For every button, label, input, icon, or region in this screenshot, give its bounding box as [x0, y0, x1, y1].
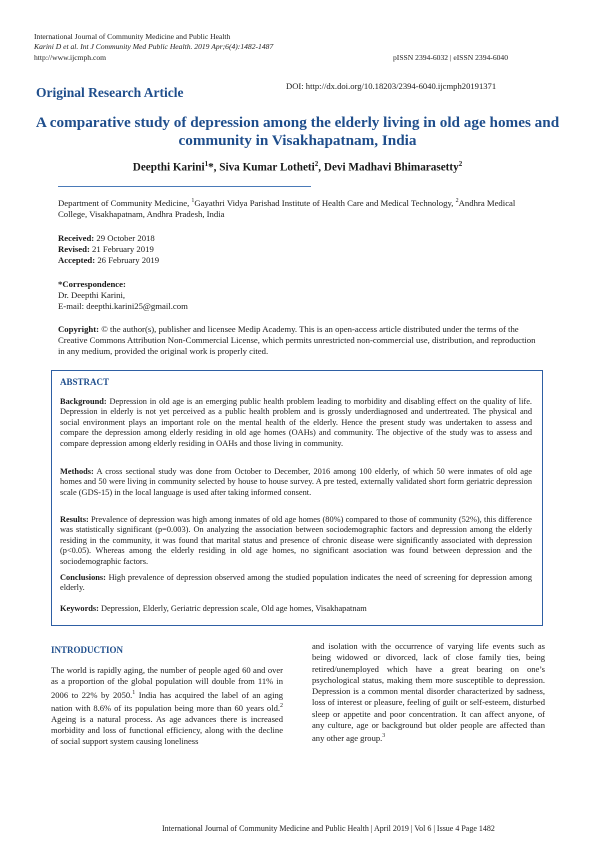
received-date: Received: 29 October 2018 — [58, 233, 155, 243]
affiliation-dept: Department of Community Medicine, — [58, 197, 192, 208]
corresponding-mark: * — [208, 161, 214, 174]
introduction-column-2: and isolation with the occurrence of varying life events such as being widowed or divorced, lack of close family ties, being retired/unemployed which have a great bearing on one’s psychological status, making them more susceptible to depression. Depression is a common mental disorder characterized by sadness, loss of interest or pleasure, feeling of guilt or self-esteem, disturbed sleep or appetite and poor concentration. It can affect anyone, of any culture, age or background but older people are affected than any other age group.$^3$ — [312, 641, 545, 744]
affiliation-mark: 2 — [455, 198, 459, 204]
introduction-column-1: The world is rapidly aging, the number of people aged 60 and over as a proportion of the global population will double from 11% in 2006 to 22% by 2050.$^1$ India has acquired the label of an aging nation with 8.6% of its population being more than 60 years old.$^2$ Ageing is a natural process. As age advances there is increased morbidity and loss of functional efficiency, along with the decline of social support system causing loneliness — [51, 665, 284, 747]
citation-ref: 2 — [280, 702, 283, 709]
copyright-notice — [58, 324, 536, 358]
author-name: Deepthi Karini — [132, 161, 205, 174]
issn: pISSN 2394-6032 | eISSN 2394-6040 — [393, 53, 509, 62]
correspondence — [58, 279, 188, 313]
article-type: Original Research Article — [36, 85, 184, 100]
affiliation-institution: Gayathri Vidya Parishad Institute of Health Care and Medical Technology, — [194, 197, 456, 208]
accepted-date: Accepted: 26 February 2019 — [58, 255, 160, 266]
abstract-background: Background: Depression in old age is an emerging public health problem leading to morbidity and disabling effect on the quality of life. Depression in elderly is not yet perceived as a public health problem and is grossly underdiagnosed and undertreated. The physical and social environment plays an important role on the mental health of the elderly. Hence the present study was undertaken to assess and compare the depression among elderly residing in old age homes (OAHs) and community. The objective of the study was to assess and compare depression among elderly residing in OAHs and those living in community. — [60, 397, 532, 448]
journal-name: International Journal of Community Medicine and Public Health — [34, 32, 231, 41]
introduction-heading: INTRODUCTION — [51, 645, 124, 655]
citation-ref: 1 — [132, 689, 136, 696]
abstract-conclusions: Conclusions: High prevalence of depression observed among the studied population indicates the need of screening for depression among elderly. — [60, 573, 532, 593]
abstract-keywords: Keywords: Depression, Elderly, Geriatric depression scale, Old age homes, Visakhapatnam — [60, 604, 367, 613]
abstract-results: Results: Prevalence of depression was high among inmates of old age homes (80%) compared to those of community (52%), this difference was statistically significant (p=0.003). On analyzing the association between sociodemographic factors and depression among the elderly residing in the community, it was found that marital status and presence of chronic disease were significantly associated with depression (p<0.05). Whereas among the elderly residing in old age homes, no significant asociation was found between depression and the sociodemographic factors. — [60, 515, 532, 566]
author-name: Devi Madhavi Bhimarasetty — [323, 161, 459, 174]
affiliations — [58, 196, 544, 220]
author-affiliation-mark: 1 — [204, 160, 209, 168]
affiliation-institution: Andhra Medical College, Visakhapatnam, Andhra Pradesh, India — [58, 197, 516, 220]
citation: Karini D et al. Int J Community Med Public Health. 2019 Apr;6(4):1482-1487 — [34, 42, 274, 51]
article-title: A comparative study of depression among the elderly living in old age homes and community in Visakhapatnam, India — [35, 114, 560, 149]
doi-link[interactable]: DOI: http://dx.doi.org/10.18203/2394-6040.ijcmph20191371 — [286, 81, 497, 91]
citation-ref: 3 — [382, 733, 386, 740]
correspondence-email[interactable]: E-mail: deepthi.karini25@gmail.com — [58, 301, 188, 312]
correspondence-label: *Correspondence: — [58, 279, 126, 289]
revised-date: Revised: 21 February 2019 — [58, 244, 154, 255]
author-affiliation-mark: 2 — [314, 160, 319, 168]
correspondence-name: Dr. Deepthi Karini, — [58, 290, 126, 301]
divider — [58, 186, 311, 187]
author-name: Siva Kumar Lotheti — [219, 161, 315, 174]
page-footer: International Journal of Community Medicine and Public Health | April 2019 | Vol 6 | Issue 4 Page 1482 — [162, 824, 495, 833]
journal-url[interactable]: http://www.ijcmph.com — [34, 53, 107, 62]
author-list — [30, 160, 565, 174]
affiliation-mark: 1 — [191, 198, 195, 204]
author-affiliation-mark: 2 — [458, 160, 463, 168]
copyright-label: Copyright: — [58, 324, 100, 334]
abstract-methods: Methods: A cross sectional study was done from October to December, 2016 among 100 elderly, of which 50 were inmates of old age homes and 50 were living in community selected by house to house survey. A pre tested, externally validated short form geriatric depression scale (GDS-15) in the local language is used after taking informed consent. — [60, 467, 532, 497]
author-separator: , — [213, 161, 220, 174]
abstract-heading: ABSTRACT — [60, 377, 110, 387]
author-separator: , — [318, 161, 324, 174]
article-dates — [58, 233, 159, 267]
copyright-text: © the author(s), publisher and licensee Medip Academy. This is an open-access article distributed under the terms of the Creative Commons Attribution Non-Commercial License, which permits unrestricted non-commercial use, distribution, and reproduction in any medium, provided the original work is properly cited. — [58, 324, 536, 357]
